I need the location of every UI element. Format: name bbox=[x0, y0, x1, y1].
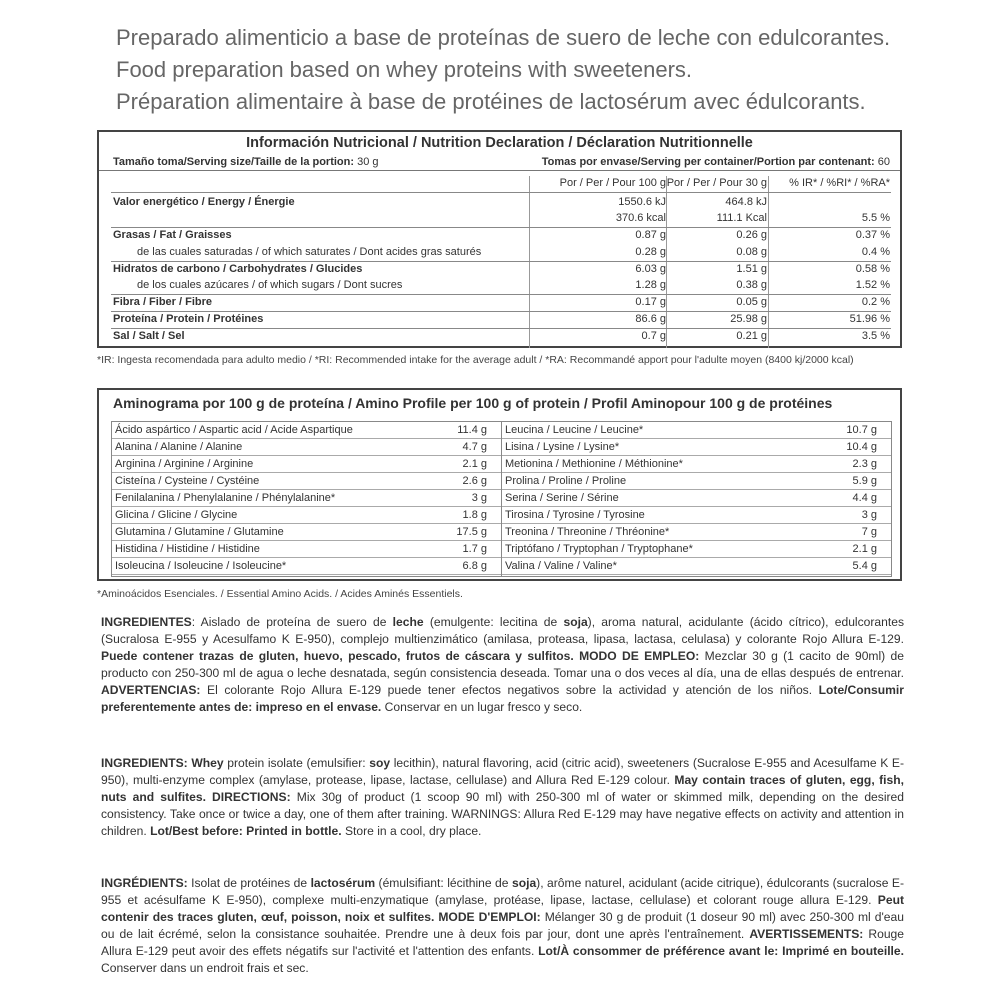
nutrient-value-ri: 0.4 % bbox=[861, 246, 890, 258]
amino-name: Metionina / Methionine / Méthionine* bbox=[505, 458, 683, 470]
amino-value: 5.4 g bbox=[852, 560, 877, 572]
ingredient-text-segment: soja bbox=[563, 615, 588, 629]
amino-value: 11.4 g bbox=[457, 424, 487, 436]
energy-row-kj bbox=[99, 195, 900, 211]
amino-value: 7 g bbox=[861, 526, 877, 538]
nutrient-value-30g: 0.05 g bbox=[736, 296, 767, 308]
amino-value: 2.1 g bbox=[852, 543, 877, 555]
ingredient-text-segment: lecithin), natural flavoring, acid (citric acid), sweeteners (Sucralose E-955 and Acesulfame K E-950), multi-enzyme complex (amylase, protease, lipase, lactase, cellulase) and Allura Red E-129 colour. bbox=[101, 756, 904, 787]
amino-row bbox=[502, 439, 891, 456]
nutrient-value-ri: 1.52 % bbox=[855, 279, 890, 291]
amino-row bbox=[112, 422, 501, 439]
ingredient-text-segment: ), aroma natural, acidulante (ácido cítrico), edulcorantes (Sucralosa E-955 y Acesulfamo K E-950), complejo multienzimático (amilasa, proteasa, lipasa, lactasa, celulasa) y colorante Rojo Allura E-129. bbox=[101, 615, 904, 646]
ingredient-text-segment: AVERTISSEMENTS: bbox=[749, 927, 864, 941]
ingredient-text-segment: Lot/Best before: Printed in bottle. bbox=[150, 824, 342, 838]
nutrient-row-saturates bbox=[99, 245, 900, 261]
ingredient-text-segment: Conserver dans un endroit frais et sec. bbox=[101, 961, 309, 975]
energy-kj-30g: 464.8 kJ bbox=[725, 196, 767, 208]
energy-row-kcal bbox=[99, 211, 900, 227]
energy-kcal-30g: 111.1 Kcal bbox=[716, 212, 767, 224]
amino-name: Lisina / Lysine / Lysine* bbox=[505, 441, 620, 453]
ingredient-text-segment: INGREDIENTES bbox=[101, 615, 192, 629]
nutrient-value-ri: 0.37 % bbox=[855, 229, 890, 241]
col-header-ri: % IR* / %RI* / %RA* bbox=[789, 177, 890, 189]
amino-row bbox=[502, 473, 891, 490]
amino-name: Arginina / Arginine / Arginine bbox=[115, 458, 254, 470]
ingredient-text-segment: Mix 30g of product (1 scoop 90 ml) with 250-300 ml of water or skimmed milk, depending on the desired consistency. Take once or twice a day, one of them after training. WARNINGS: Allura Red E-129 may have negative effects on activity and attention in children. bbox=[101, 790, 904, 838]
nutrient-value-100g: 0.87 g bbox=[635, 229, 666, 241]
ingredient-text-segment: Puede contener trazas de gluten, huevo, pescado, frutos de cáscara y sulfitos. MODO DE EMPLEO: bbox=[101, 649, 700, 663]
nutrient-value-30g: 0.26 g bbox=[736, 229, 767, 241]
nutrient-row-fat bbox=[99, 228, 900, 244]
amino-row bbox=[502, 558, 891, 575]
amino-name: Glutamina / Glutamine / Glutamine bbox=[115, 526, 284, 538]
ingredient-text-segment: (émulsifiant: lécithine de bbox=[375, 876, 512, 890]
amino-title: Aminograma por 100 g de proteína / Amino Profile per 100 g of protein / Profil Aminopour 100 g de protéines bbox=[113, 395, 833, 411]
nutrition-footnote: *IR: Ingesta recomendada para adulto medio / *RI: Recommended intake for the average adult / *RA: Recommandé apport pour l'adulte moyen (8400 kj/2000 kcal) bbox=[97, 354, 854, 366]
nutrient-row-carbohydrates bbox=[99, 262, 900, 278]
nutrition-table bbox=[97, 130, 902, 348]
serving-size bbox=[113, 156, 379, 168]
ingredient-text-segment: Isolat de protéines de bbox=[187, 876, 311, 890]
amino-name: Triptófano / Tryptophan / Tryptophane* bbox=[505, 543, 693, 555]
ingredient-text-segment: Store in a cool, dry place. bbox=[341, 824, 482, 838]
product-description bbox=[116, 22, 976, 118]
ingredient-text-segment: Mezclar 30 g (1 cacito de 90ml) de producto con 250-300 ml de agua o leche desnatada, según consistencia deseada. Tomar una o dos veces al día, una de ellas después de entrenar. bbox=[101, 649, 904, 680]
nutrient-value-100g: 0.28 g bbox=[635, 246, 666, 258]
amino-value: 5.9 g bbox=[852, 475, 877, 487]
amino-value: 2.1 g bbox=[462, 458, 487, 470]
amino-value: 4.7 g bbox=[462, 441, 487, 453]
amino-value: 17.5 g bbox=[456, 526, 487, 538]
nutrient-value-ri: 0.58 % bbox=[855, 263, 890, 275]
amino-row bbox=[502, 456, 891, 473]
ingredient-text-segment: Mélanger 30 g de produit (1 doseur 90 ml) avec 250-300 ml d'eau ou de lait écrémé, selon la consistance souhaitée. Prendre une à deux fois par jour, dont une après l'entraînement. bbox=[101, 910, 904, 941]
ingredient-text-segment: May contain traces of gluten, egg, fish, nuts and sulfites. DIRECTIONS: bbox=[101, 773, 904, 804]
amino-name: Cisteína / Cysteine / Cystéine bbox=[115, 475, 260, 487]
ingredient-text-segment: : Aislado de proteína de suero de bbox=[191, 615, 393, 629]
nutrient-row-protein bbox=[99, 312, 900, 328]
amino-name: Serina / Serine / Sérine bbox=[505, 492, 619, 504]
energy-kcal-100g: 370.6 kcal bbox=[615, 212, 666, 224]
amino-name: Tirosina / Tyrosine / Tyrosine bbox=[505, 509, 645, 521]
nutrient-value-30g: 1.51 g bbox=[736, 263, 767, 275]
ingredient-text-segment: Peut contenir des traces gluten, œuf, poisson, noix et sulfites. MODE D'EMPLOI: bbox=[101, 893, 904, 924]
nutrition-title: Información Nutricional / Nutrition Declaration / Déclaration Nutritionnelle bbox=[246, 135, 753, 151]
amino-row bbox=[502, 541, 891, 558]
energy-kj-100g: 1550.6 kJ bbox=[618, 196, 666, 208]
amino-name: Treonina / Threonine / Thréonine* bbox=[505, 526, 670, 538]
nutrient-label: de las cuales saturadas / of which saturates / Dont acides gras saturés bbox=[137, 246, 482, 258]
nutrient-label: Fibra / Fiber / Fibre bbox=[113, 296, 213, 308]
ingredient-text-segment: Lote/Consumir preferentemente antes de: impreso en el envase. bbox=[101, 683, 904, 714]
amino-name: Alanina / Alanine / Alanine bbox=[115, 441, 243, 453]
amino-row bbox=[112, 558, 501, 575]
amino-footnote: *Aminoácidos Esenciales. / Essential Amino Acids. / Acides Aminés Essentiels. bbox=[97, 588, 463, 600]
amino-row bbox=[502, 507, 891, 524]
nutrient-label: Hidratos de carbono / Carbohydrates / Glucides bbox=[113, 263, 363, 275]
nutrient-row-sugars bbox=[99, 278, 900, 294]
column-header-row bbox=[99, 176, 900, 192]
amino-value: 6.8 g bbox=[462, 560, 487, 572]
nutrient-label: Proteína / Protein / Protéines bbox=[113, 313, 264, 325]
amino-column-right bbox=[501, 422, 891, 576]
ingredient-text-segment: (emulgente: lecitina de bbox=[423, 615, 564, 629]
amino-row bbox=[112, 473, 501, 490]
description-spanish: Preparado alimenticio a base de proteínas de suero de leche con edulcorantes. bbox=[116, 25, 891, 50]
ingredient-text-segment: Rouge Allura E-129 peut avoir des effets négatifs sur l'activité et l'attention des enfants. bbox=[101, 927, 905, 958]
nutrient-value-ri: 51.96 % bbox=[849, 313, 890, 325]
ingredient-text-segment: lactosérum bbox=[310, 876, 376, 890]
amino-value: 3 g bbox=[861, 509, 877, 521]
ingredient-text-segment: ADVERTENCIAS: bbox=[101, 683, 201, 697]
serving-size-label: Tamaño toma/Serving size/Taille de la portion: bbox=[113, 156, 355, 168]
amino-grid bbox=[111, 421, 892, 577]
divider bbox=[111, 192, 891, 193]
amino-column-left bbox=[112, 422, 501, 576]
amino-name: Fenilalanina / Phenylalanine / Phénylalanine* bbox=[115, 492, 336, 504]
amino-row bbox=[502, 422, 891, 439]
nutrient-label: Grasas / Fat / Graisses bbox=[113, 229, 232, 241]
ingredients-spanish bbox=[101, 614, 904, 716]
nutrient-value-100g: 86.6 g bbox=[635, 313, 666, 325]
nutrient-value-30g: 0.21 g bbox=[736, 330, 767, 342]
nutrient-value-100g: 6.03 g bbox=[635, 263, 666, 275]
amino-value: 10.7 g bbox=[846, 424, 877, 436]
amino-row bbox=[112, 456, 501, 473]
amino-row bbox=[112, 507, 501, 524]
ingredient-text-segment: INGREDIENTS: Whey bbox=[101, 756, 224, 770]
amino-name: Isoleucina / Isoleucine / Isoleucine* bbox=[115, 560, 287, 572]
amino-row bbox=[502, 490, 891, 507]
amino-row bbox=[112, 490, 501, 507]
amino-name: Prolina / Proline / Proline bbox=[505, 475, 627, 487]
ingredient-text-segment: soja bbox=[511, 876, 537, 890]
nutrient-row-fiber bbox=[99, 295, 900, 311]
amino-row bbox=[112, 541, 501, 558]
servings-per-container bbox=[542, 156, 890, 168]
amino-value: 2.3 g bbox=[852, 458, 877, 470]
amino-name: Ácido aspártico / Aspartic acid / Acide Aspartique bbox=[115, 424, 353, 436]
amino-value: 3 g bbox=[471, 492, 487, 504]
nutrient-value-ri: 3.5 % bbox=[861, 330, 890, 342]
amino-name: Valina / Valine / Valine* bbox=[505, 560, 617, 572]
col-header-per-100g: Por / Per / Pour 100 g bbox=[559, 177, 666, 189]
amino-row bbox=[502, 524, 891, 541]
ingredient-text-segment: soy bbox=[369, 756, 391, 770]
amino-value: 1.7 g bbox=[462, 543, 487, 555]
nutrient-label: de los cuales azúcares / of which sugars / Dont sucres bbox=[137, 279, 403, 291]
amino-row bbox=[112, 439, 501, 456]
nutrient-row-salt bbox=[99, 329, 900, 345]
nutrient-value-100g: 1.28 g bbox=[635, 279, 666, 291]
ingredient-text-segment: ), arôme naturel, acidulant (acide citrique), édulcorants (sucralose E-955 et acésulfame K E-950), complexe multi-enzymatique (amylase, protéase, lipase, lactase, cellulase) et colorant rouge allura E-129. bbox=[101, 876, 904, 907]
ingredients-french bbox=[101, 875, 904, 977]
amino-row bbox=[112, 524, 501, 541]
description-english: Food preparation based on whey proteins with sweeteners. bbox=[116, 57, 693, 82]
energy-kcal-ri: 5.5 % bbox=[861, 212, 890, 224]
amino-name: Glicina / Glicine / Glycine bbox=[115, 509, 238, 521]
nutrient-value-30g: 25.98 g bbox=[730, 313, 767, 325]
nutrient-value-30g: 0.08 g bbox=[736, 246, 767, 258]
ingredient-text-segment: leche bbox=[392, 615, 424, 629]
nutrient-label: Sal / Salt / Sel bbox=[113, 330, 185, 342]
servings-per-container-value: 60 bbox=[877, 156, 890, 168]
nutrient-value-100g: 0.17 g bbox=[635, 296, 666, 308]
nutrient-value-100g: 0.7 g bbox=[641, 330, 666, 342]
amino-value: 1.8 g bbox=[462, 509, 487, 521]
divider bbox=[99, 170, 900, 171]
ingredient-text-segment: protein isolate (emulsifier: bbox=[223, 756, 370, 770]
amino-value: 4.4 g bbox=[852, 492, 877, 504]
ingredient-text-segment: INGRÉDIENTS: bbox=[101, 876, 188, 890]
amino-table bbox=[97, 388, 902, 581]
nutrient-value-ri: 0.2 % bbox=[861, 296, 890, 308]
energy-label: Valor energético / Energy / Énergie bbox=[113, 196, 295, 208]
ingredient-text-segment: El colorante Rojo Allura E-129 puede tener efectos negativos sobre la actividad y atención de los niños. bbox=[200, 683, 819, 697]
amino-value: 10.4 g bbox=[846, 441, 877, 453]
ingredient-text-segment: Conservar en un lugar fresco y seco. bbox=[381, 700, 583, 714]
ingredient-text-segment: Lot/À consommer de préférence avant le: Imprimé en bouteille. bbox=[538, 944, 904, 958]
servings-per-container-label: Tomas por envase/Serving per container/Portion par contenant: bbox=[541, 156, 875, 168]
amino-name: Histidina / Histidine / Histidine bbox=[115, 543, 260, 555]
col-header-per-30g: Por / Per / Pour 30 g bbox=[666, 177, 767, 189]
ingredients-english bbox=[101, 755, 904, 840]
description-french: Préparation alimentaire à base de protéines de lactosérum avec édulcorants. bbox=[116, 89, 866, 114]
amino-name: Leucina / Leucine / Leucine* bbox=[505, 424, 644, 436]
nutrient-value-30g: 0.38 g bbox=[736, 279, 767, 291]
amino-value: 2.6 g bbox=[462, 475, 487, 487]
serving-size-value: 30 g bbox=[357, 156, 379, 168]
